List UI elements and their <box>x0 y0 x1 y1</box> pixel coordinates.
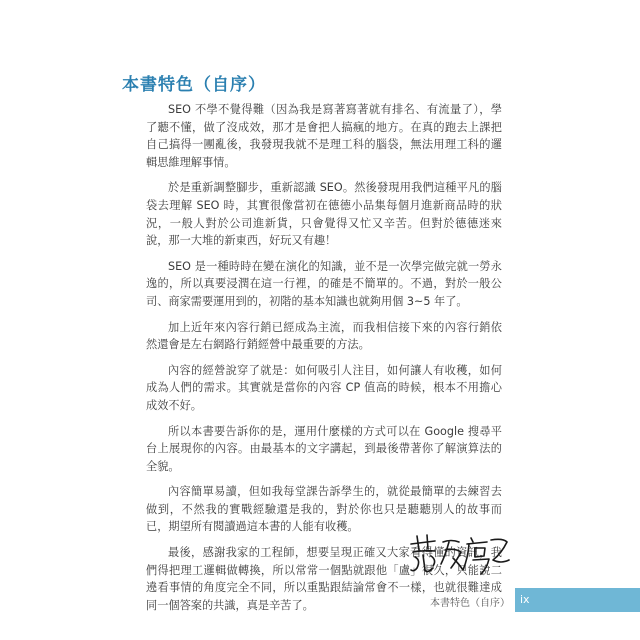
signature-drawing <box>405 530 511 578</box>
page-number: ix <box>520 593 530 606</box>
paragraph-4: 加上近年來內容行銷已經成為主流，而我相信接下來的內容行銷依然還會是左右網路行銷經營中最重要的方法。 <box>146 320 502 352</box>
paragraph-5: 內容的經營說穿了就是：如何吸引人注目，如何讓人有收穫，如何成為人們的需求。其實就是當你的內容 CP 值高的時候，根本不用擔心成效不好。 <box>146 363 502 412</box>
paragraph-7: 內容簡單易讀，但如我每堂課告訴學生的，就從最簡單的去練習去做到，不然我的實戰經驗還是我的，對於你也只是聽聽別人的故事而已，期望所有閱讀過這本書的人能有收穫。 <box>146 485 502 534</box>
page-number-tab <box>515 588 640 612</box>
paragraph-8: 最後，感謝我家的工程師，想要呈現正確又大家看得懂的資訊，我們得把理工邏輯做轉換，所以常常一個點就跟他「盧」很久，只能說二遶看事情的角度完全不同，所以重點跟結論常會不一樣，也就很難達成同一個答案的共識，真是辛苦了。 <box>146 546 502 612</box>
author-signature <box>405 530 511 578</box>
paragraph-6: 所以本書要告訴你的是，運用什麼樣的方式可以在 Google 搜尋平台上展現你的內容。由最基本的文字講起，到最後帶著你了解演算法的全貌。 <box>146 424 502 473</box>
paragraph-2: 於是重新調整腳步，重新認識 SEO。然後發現用我們這種平凡的腦袋去理解 SEO 時，其實很像當初在德德小品集每個月進新商品時的狀況，一般人對於公司進新貨，只會覺得又忙又辛苦。但對於德德迷來說，那一大堆的新東西，好玩又有趣！ <box>146 181 502 248</box>
footer-chapter-label: 本書特色（自序） <box>430 598 510 609</box>
paragraph-3: SEO 是一種時時在變在演化的知識，並不是一次學完做完就一勞永逸的，所以真要浸潤在這一行裡，的確是不簡單的。不過，對於一般公司、商家需要運用到的，初階的基本知識也就夠用個 3~5 年了。 <box>146 259 502 308</box>
paragraph-1: SEO 不學不覺得難（因為我是寫著寫著就有排名、有流量了），學了聽不懂，做了沒成效，那才是會把人搞瘋的地方。在真的跑去上課把自己搞得一團亂後，我發現我就不是理工科的腦袋，無法用理工科的邏輯思維理解事情。 <box>146 103 502 169</box>
chapter-title: 本書特色（自序） <box>122 75 266 95</box>
